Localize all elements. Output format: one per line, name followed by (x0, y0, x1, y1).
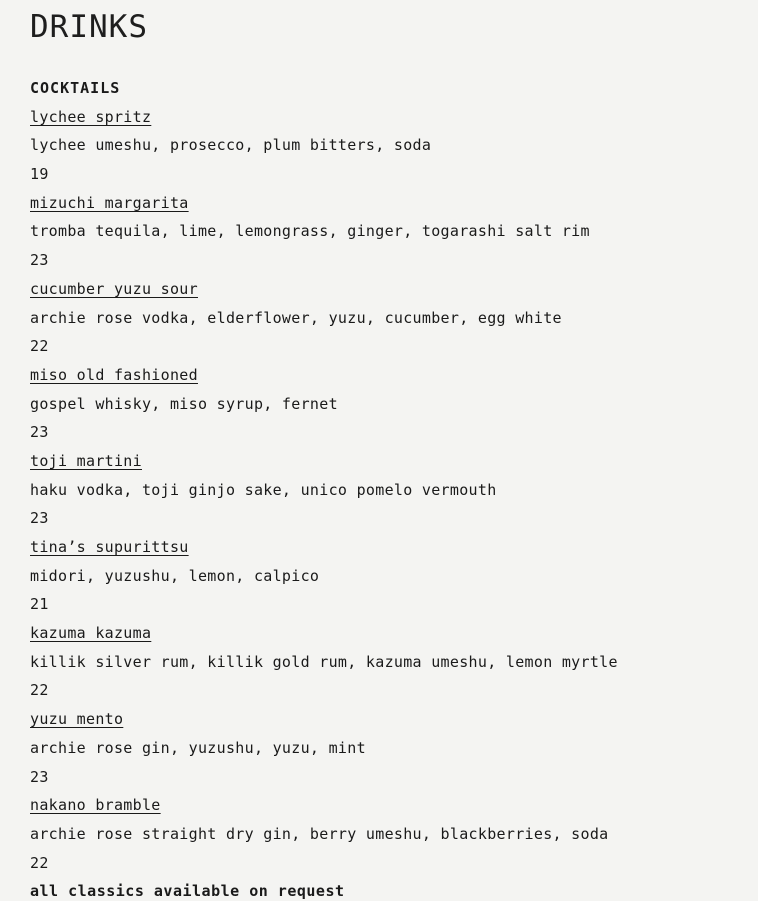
cocktail-description: archie rose gin, yuzushu, yuzu, mint (30, 738, 366, 757)
list-item (30, 797, 758, 870)
cocktail-description: midori, yuzushu, lemon, calpico (30, 566, 320, 585)
cocktail-description: lychee umeshu, prosecco, plum bitters, soda (30, 136, 432, 155)
cocktail-description: archie rose straight dry gin, berry umeshu, blackberries, soda (30, 824, 609, 843)
cocktail-price: 23 (30, 251, 49, 270)
cocktail-price: 21 (30, 595, 49, 614)
cocktail-list (30, 109, 758, 871)
cocktail-price: 22 (30, 853, 49, 872)
cocktail-description: haku vodka, toji ginjo sake, unico pomelo vermouth (30, 480, 497, 499)
cocktail-price: 23 (30, 767, 49, 786)
cocktail-description: killik silver rum, killik gold rum, kazuma umeshu, lemon myrtle (30, 652, 618, 671)
list-item (30, 281, 758, 354)
cocktail-description: archie rose vodka, elderflower, yuzu, cucumber, egg white (30, 308, 562, 327)
list-item (30, 453, 758, 526)
cocktail-price: 22 (30, 337, 49, 356)
cocktail-link[interactable]: tina’s supurittsu (30, 538, 189, 556)
cocktail-link[interactable]: kazuma kazuma (30, 624, 152, 643)
cocktail-link[interactable]: miso old fashioned (30, 365, 198, 384)
cocktail-price: 19 (30, 165, 49, 184)
cocktail-link[interactable]: nakano bramble (30, 796, 161, 815)
cocktail-price: 23 (30, 509, 49, 528)
section-title-cocktails: COCKTAILS (30, 79, 121, 97)
list-item (30, 539, 758, 612)
cocktail-link[interactable]: mizuchi margarita (30, 193, 189, 212)
cocktail-description: gospel whisky, miso syrup, fernet (30, 394, 338, 413)
classics-note: all classics available on request (30, 882, 345, 901)
cocktail-price: 22 (30, 681, 49, 700)
cocktail-link[interactable]: cucumber yuzu sour (30, 279, 198, 298)
list-item (30, 711, 758, 784)
cocktail-link[interactable]: yuzu mento (30, 710, 124, 729)
list-item (30, 367, 758, 440)
list-item (30, 109, 758, 182)
cocktail-link[interactable]: toji martini (30, 451, 142, 470)
cocktail-link[interactable]: lychee spritz (30, 107, 152, 126)
page-title: DRINKS (30, 9, 148, 45)
list-item (30, 625, 758, 698)
cocktail-description: tromba tequila, lime, lemongrass, ginger, togarashi salt rim (30, 222, 590, 241)
cocktail-price: 23 (30, 423, 49, 442)
list-item (30, 195, 758, 268)
